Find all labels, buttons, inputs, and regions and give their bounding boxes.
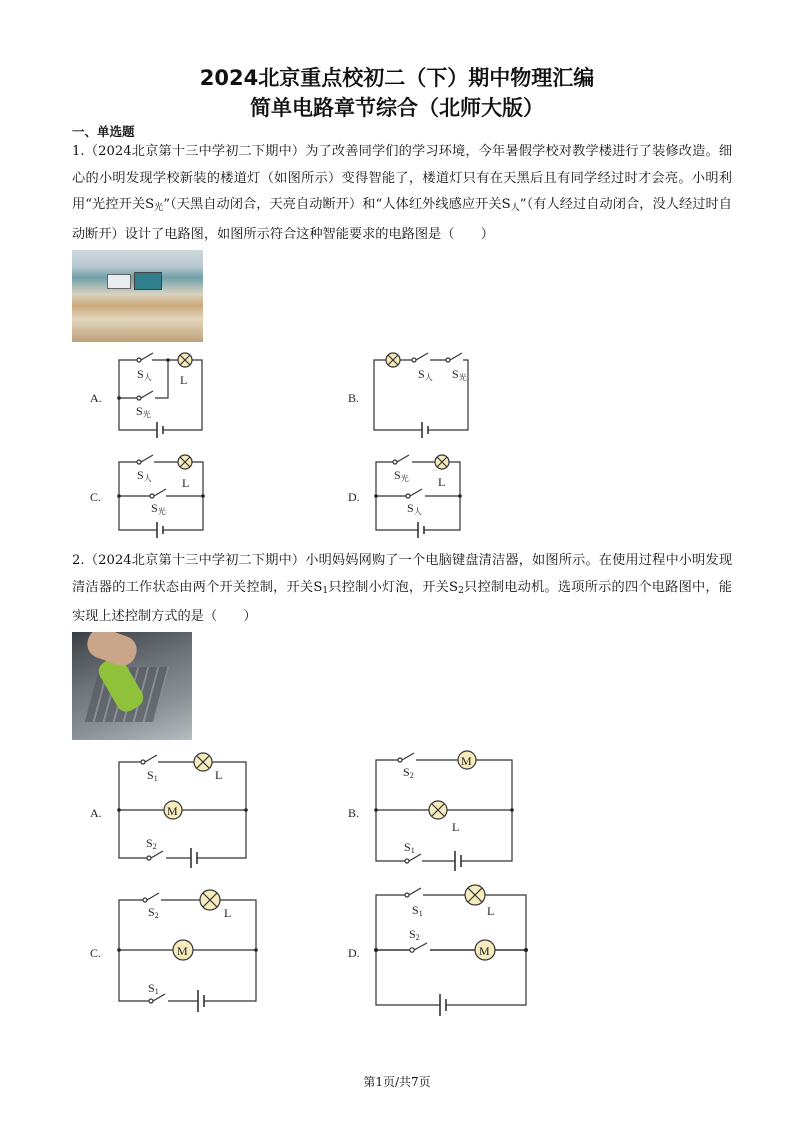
motor-icon: [173, 940, 193, 960]
switch-label: S1: [412, 903, 423, 918]
lamp-label: L: [452, 820, 460, 834]
title-line-2: 简单电路章节综合（北师大版）: [250, 96, 544, 120]
q2-option-a-circuit[interactable]: [90, 753, 248, 868]
switch-label: S1: [148, 981, 159, 996]
q1-option-c-circuit[interactable]: [90, 455, 205, 538]
lamp-icon: [178, 353, 192, 367]
motor-icon: [164, 801, 182, 819]
text-part: 只控制小灯泡，开关S: [328, 579, 459, 595]
text-part: 小明妈妈网购了一个电脑键盘清洁器，如图所示。在使用过程中小明发现清洁器的工作状态由两个开关控制，开关S: [72, 553, 733, 595]
q1-option-d-circuit[interactable]: [348, 455, 462, 538]
option-label: A.: [90, 391, 102, 405]
switch-label: S2: [148, 905, 159, 920]
switch-label: S光: [452, 367, 467, 382]
lamp-label: L: [215, 768, 223, 782]
text-part: 只控制电动机。选项所示的四个电路图中，能实现上述控制方式的是（ ）: [72, 579, 732, 624]
switch-label: S2: [146, 836, 157, 851]
lamp-label: L: [182, 476, 190, 490]
lamp-icon: [386, 353, 400, 367]
switch-label: S人: [137, 367, 152, 382]
q2-option-c-circuit[interactable]: [90, 890, 258, 1012]
title-line-1: 2024北京重点校初二（下）期中物理汇编: [199, 66, 595, 90]
q1-option-b-circuit[interactable]: [348, 353, 468, 438]
svg-text:M: M: [167, 804, 178, 818]
option-label: A.: [90, 806, 102, 820]
switch-label: S人: [418, 367, 433, 382]
subscript: 2: [458, 585, 464, 596]
switch-label: S光: [151, 501, 166, 516]
switch-label: S光: [136, 404, 151, 419]
page-footer: 第1页/共7页: [363, 1075, 431, 1089]
q2-option-b-circuit[interactable]: [348, 751, 514, 871]
subscript: 光: [154, 203, 164, 213]
switch-label: S2: [409, 927, 420, 942]
text-part: ”（有人经过自动闭合，没人经过时自动断开）设计了电路图，如图所示符合这种智能要求的电路图是（ ）: [72, 197, 732, 242]
option-label: B.: [348, 391, 360, 405]
question-number: 2.: [72, 553, 85, 568]
switch-label: S光: [394, 468, 409, 483]
svg-text:M: M: [479, 944, 490, 958]
lamp-label: L: [180, 373, 188, 387]
lamp-label: L: [224, 906, 232, 920]
question-source: （2024北京第十三中学初二下期中）: [84, 553, 306, 568]
motor-icon: [475, 940, 495, 960]
lamp-icon: [178, 455, 192, 469]
option-label: D.: [348, 946, 360, 960]
lamp-icon: [435, 455, 449, 469]
option-label: C.: [90, 946, 102, 960]
option-label: B.: [348, 806, 360, 820]
motor-icon: [458, 751, 476, 769]
text-part: 为了改善同学们的学习环境，今年暑假学校对教学楼进行了装修改造。细心的小明发现学校新装的楼道灯（如图所示）变得智能了，楼道灯只有在天黑后且有同学经过时才会亮。小明利用“光控开关S: [72, 144, 733, 212]
lamp-icon: [465, 885, 485, 905]
switch-label: S人: [407, 501, 422, 516]
switch-label: S人: [137, 468, 152, 483]
text-part: ”（天黑自动闭合，天亮自动断开）和“人体红外线感应开关S: [163, 197, 511, 212]
lamp-icon: [429, 801, 447, 819]
section-heading: 一、单选题: [72, 124, 135, 139]
subscript: 人: [510, 203, 520, 213]
question-number: 1.: [72, 144, 85, 159]
q1-option-a-circuit[interactable]: [90, 353, 202, 438]
svg-text:M: M: [461, 754, 472, 768]
lamp-label: L: [487, 904, 495, 918]
q2-option-d-circuit[interactable]: [348, 885, 528, 1016]
question-source: （2024北京第十三中学初二下期中）: [84, 144, 306, 159]
lamp-label: L: [438, 475, 446, 489]
switch-label: S2: [403, 765, 414, 780]
subscript: 1: [322, 585, 329, 596]
lamp-icon: [200, 890, 220, 910]
lamp-icon: [194, 753, 212, 771]
switch-label: S1: [404, 840, 415, 855]
svg-text:M: M: [177, 944, 188, 958]
switch-label: S1: [147, 768, 158, 783]
option-label: D.: [348, 490, 360, 504]
option-label: C.: [90, 490, 102, 504]
